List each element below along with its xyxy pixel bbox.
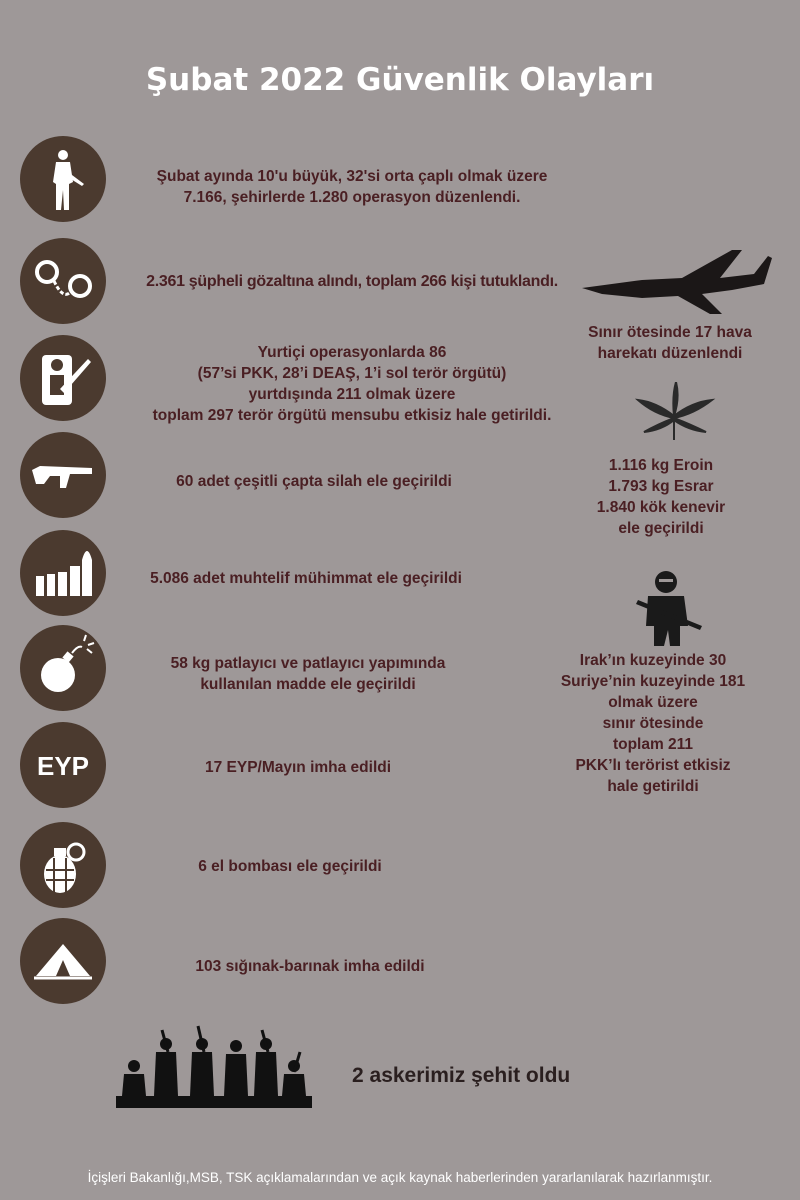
svg-text:EYP: EYP [36,751,90,781]
masked-gunman-icon [632,570,708,653]
detention-text: 2.361 şüpheli gözaltına alındı, toplam 266 kişi tutuklandı. [146,273,558,290]
neutralized-text: Yurtiçi operasyonlarda 86 (57’si PKK, 28’i DEAŞ, 1’i sol terör örgütü) yurtdışında 211 olmak üzere toplam 297 terör örgütü mensubu etkisiz hale getirildi. [152,344,552,424]
martyr-text: 2 askerimiz şehit oldu [352,1064,571,1087]
weapons-text: 60 adet çeşitli çapta silah ele geçirildi [176,473,452,490]
fighter-jet-icon [582,244,772,323]
soldiers-silhouette-icon [116,1022,312,1113]
air-operations-text: Sınır ötesinde 17 hava harekatı düzenlendi [588,324,752,362]
handcuffs-icon [20,238,106,324]
page-title: Şubat 2022 Güvenlik Olayları [145,62,655,98]
shelter-text: 103 sığınak-barınak imha edildi [195,958,425,975]
grenade-text: 6 el bombası ele geçirildi [198,858,382,875]
soldier-icon [20,136,106,222]
drugs-text: 1.116 kg Eroin 1.793 kg Esrar 1.840 kök kenevir ele geçirildi [596,457,726,537]
ammunition-text: 5.086 adet muhtelif mühimmat ele geçirildi [150,570,462,587]
source-footer: İçişleri Bakanlığı,MSB, TSK açıklamalarından ve açık kaynak haberlerinden yararlanılarak hazırlanmıştır. [87,1170,713,1185]
operations-text: Şubat ayında 10'u büyük, 32'si orta çaplı olmak üzere 7.166, şehirlerde 1.280 operasyon düzenlendi. [156,168,548,206]
eyp-text: 17 EYP/Mayın imha edildi [204,759,392,776]
cross-border-text: Irak’ın kuzeyinde 30 Suriye’nin kuzeyinde 181 olmak üzere sınır ötesinde toplam 211 PKK’lı terörist etkisiz hale getirildi [560,652,746,795]
cannabis-leaf-icon [632,382,716,447]
explosives-text: 58 kg patlayıcı ve patlayıcı yapımında kullanılan madde ele geçirildi [170,655,446,693]
rifle-target-icon [20,335,106,421]
